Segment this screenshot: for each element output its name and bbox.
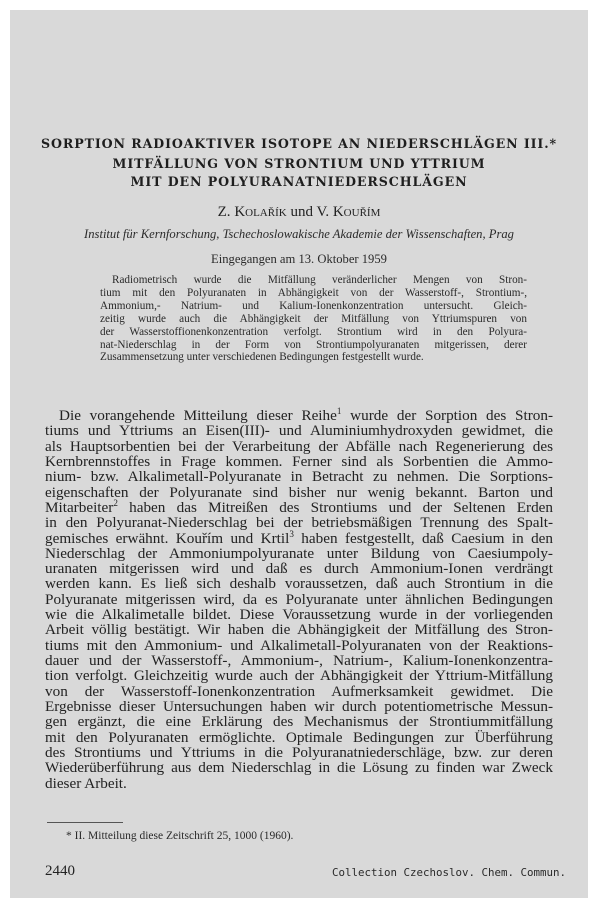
body-line-text: eigenschaften der Polyuranate sind bisher nur wenig bekannt. Barton und (45, 483, 553, 501)
body-line (45, 497, 553, 516)
authors (10, 204, 588, 221)
body-line-text: Niederschlag der Ammoniumpolyuranate unter Bildung von Caesiumpoly- (45, 544, 553, 562)
affiliation: Institut für Kernforschung, Tschechoslowakische Akademie der Wissenschaften, Prag (84, 227, 514, 241)
body-line (45, 423, 553, 438)
abstract-line: zeitig wurde auch die Abhängigkeit der Mitfällung von Yttriumspuren von (100, 312, 527, 325)
body-line-text: in den Polyuranat-Niederschlag bei der betriebsmäßigen Trennung des Spalt- (45, 514, 553, 532)
abstract-line: tium mit den Polyuranaten in Abhängigkeit von der Wasserstoff-, Strontium-, (100, 286, 527, 299)
body-line (45, 653, 553, 668)
reference-marker: 2 (113, 497, 118, 508)
footnote: * II. Mitteilung diese Zeitschrift 25, 1000 (1960). (66, 830, 294, 842)
received-date: Eingegangen am 13. Oktober 1959 (211, 252, 387, 266)
body-line-text: tion verfolgt. Gleichzeitig wurde auch der Abhängigkeit der Yttrium-Mitfällung (45, 667, 553, 685)
author-1-name: Kolařík (234, 204, 287, 220)
body-line-text: haben das Mitreißen des Strontiums und der Seltenen Erden (117, 498, 553, 516)
body-line-text: haben festgestellt, daß Caesium in den (293, 529, 554, 547)
body-line-text: des Strontiums und Yttriums in die Polyuranatniederschläge, bzw. zur deren (45, 743, 553, 761)
body-line (45, 561, 553, 576)
title-line-2: MITFÄLLUNG VON STRONTIUM UND YTTRIUM (112, 156, 486, 171)
journal-name: Collection Czechoslov. Chem. Commun. (331, 866, 566, 879)
body-line-text: uranaten mitgerissen wird und daß es durch Ammonium-Ionen verdrängt (45, 560, 553, 578)
body-line (45, 730, 553, 745)
body-line-text: dauer und der Wasserstoff-, Ammonium-, Natrium-, Kalium-Ionenkonzentra- (45, 652, 553, 669)
body-text (45, 405, 554, 792)
body-line (45, 760, 553, 775)
body-line (45, 405, 553, 424)
abstract-line: Ammonium,- Natrium- und Kalium-Ionenkonzentration untersucht. Gleich- (100, 299, 527, 312)
body-line (45, 745, 553, 760)
body-line-text: wurde der Sorption des Stron- (341, 407, 553, 424)
body-line (45, 515, 553, 530)
body-line-text: wie die Alkalimetalle bildet. Diese Voraussetzung wurde in der vorliegenden (45, 606, 553, 624)
body-line-text: tiums mit den Ammonium- und Alkalimetall-Polyuranaten von der Reaktions- (45, 636, 553, 654)
body-line (45, 528, 554, 547)
body-line-text: nium- bzw. Alkalimetall-Polyuranate in Betracht zu nehmen. Die Sorptions- (45, 468, 553, 486)
body-line-text: Wiederüberführung aus dem Niederschlag in die Lösung zu finden war Zweck (45, 759, 553, 777)
body-line (45, 546, 553, 561)
abstract-line: nat-Niederschlag in der Form von Strontiumpolyuranaten mitgerissen, derer (100, 338, 527, 351)
reference-marker: 1 (336, 405, 342, 416)
author-1-initial: Z. (217, 204, 235, 220)
abstract (100, 274, 527, 364)
body-line (45, 714, 553, 729)
body-line-text: Arbeit völlig bestätigt. Wir haben die Abhängigkeit der Mitfällung des Stron- (45, 621, 553, 639)
body-line (45, 469, 553, 484)
title-line-3: MIT DEN POLYURANATNIEDERSCHLÄGEN (130, 174, 468, 189)
body-line-text: gen ergänzt, die eine Erklärung des Mechanismus der Strontiummitfällung (45, 713, 553, 731)
body-line-text: tiums und Yttriums an Eisen(III)- und Aluminiumhydroxyden gewidmet, die (45, 422, 553, 440)
body-line-text: Polyuranate mitgerissen wird, da es Polyuranate unter ähnlichen Bedingungen (45, 590, 553, 608)
body-line (45, 622, 553, 637)
abstract-line: Radiometrisch wurde die Mitfällung veränderlicher Mengen von Stron- (112, 274, 527, 286)
body-line-text: Kernbrennstoffes in Frage kommen. Ferner sind als Sorbentien die Ammo- (45, 452, 553, 470)
body-line-text: Mitarbeiter (45, 498, 114, 516)
footnote-rule (47, 822, 123, 823)
body-line-text: als Hauptsorbentien bei der Verarbeitung der Abfälle nach Regenerierung des (45, 437, 553, 455)
reference-marker: 3 (289, 528, 294, 539)
body-line (45, 592, 553, 607)
authors-conjunction: und (286, 204, 317, 220)
body-line-text: Ergebnisse dieser Untersuchungen haben wir durch potentiometrische Messun- (45, 697, 553, 715)
body-line (45, 668, 553, 683)
body-line (45, 439, 553, 454)
body-line-text: von der Wasserstoff-Ionenkonzentration Aufmerksamkeit gewidmet. Die (45, 682, 553, 700)
body-line (45, 576, 553, 591)
body-line-text: dieser Arbeit. (45, 774, 127, 792)
author-2-name: Kouřím (332, 204, 381, 220)
title-line-1: SORPTION RADIOAKTIVER ISOTOPE AN NIEDERSCHLÄGEN III.* (41, 136, 557, 151)
body-line (45, 684, 553, 699)
body-line (45, 485, 553, 500)
body-line-text: mit den Polyuranaten ermöglichte. Optimale Bedingungen zur Überführung (45, 728, 553, 746)
body-line-text: Die vorangehende Mitteilung dieser Reihe (59, 407, 337, 424)
body-line-text: gemisches erwähnt. Kouřím und Krtil (45, 529, 290, 547)
body-line (45, 699, 553, 714)
body-line-text: werden kann. Es ließ sich deshalb voraussetzen, daß auch Strontium in die (45, 575, 553, 593)
body-line (45, 607, 553, 622)
abstract-line: der Wasserstoffionenkonzentration verfolgt. Strontium wird in den Polyura- (100, 325, 527, 338)
body-line (45, 454, 553, 469)
body-line (45, 776, 553, 791)
abstract-line: Zusammensetzung unter verschiedenen Bedingungen festgestellt wurde. (100, 351, 424, 364)
author-2-initial: V. (316, 204, 333, 220)
page-number: 2440 (45, 863, 75, 879)
paper-page (10, 10, 588, 898)
body-line (45, 638, 553, 653)
